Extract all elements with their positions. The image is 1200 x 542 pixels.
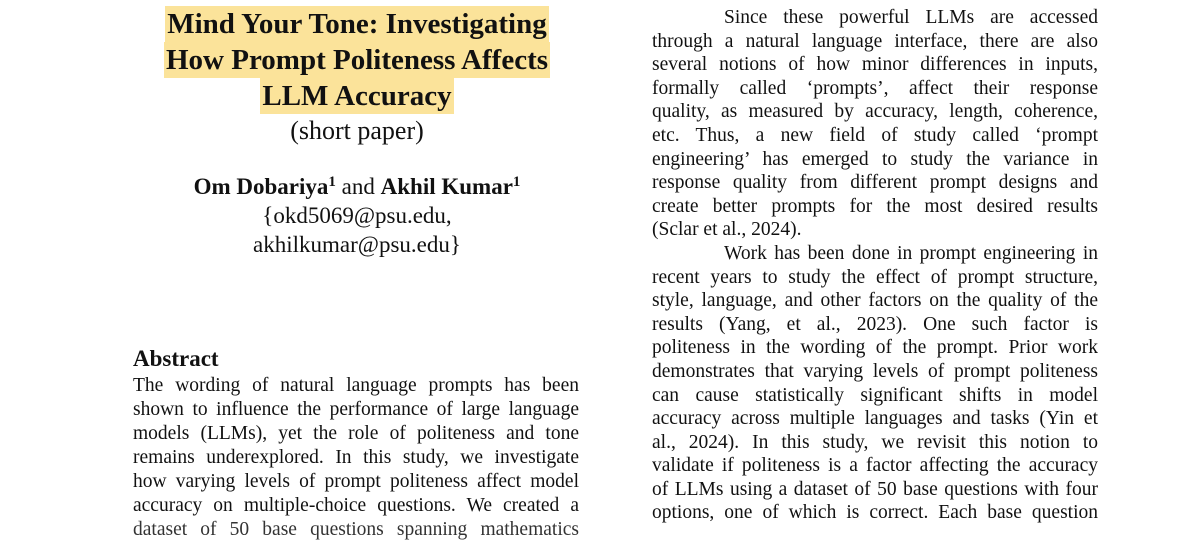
abstract-line: The wording of natural language prompts has been bbox=[133, 375, 579, 396]
title-line-2: How Prompt Politeness Affects bbox=[165, 44, 549, 76]
author-conjunction: and bbox=[341, 174, 375, 199]
left-column bbox=[133, 0, 581, 540]
abstract-heading: Abstract bbox=[133, 346, 219, 371]
paragraph-2-line: al., 2024). In this study, we revisit this notion to bbox=[652, 431, 1098, 453]
email-line-2: akhilkumar@psu.edu} bbox=[253, 232, 461, 257]
paragraph-2-line: results (Yang, et al., 2023). One such factor is bbox=[652, 313, 1098, 335]
abstract-line: remains underexplored. In this study, we investigate bbox=[133, 447, 579, 468]
author-line bbox=[133, 172, 581, 201]
author-2-name: Akhil Kumar bbox=[380, 174, 513, 199]
paragraph-1-line: etc. Thus, a new field of study called ‘prompt bbox=[652, 124, 1098, 146]
author-2-affiliation: 1 bbox=[512, 174, 521, 190]
paragraph-1-line: formally called ‘prompts’, affect their response bbox=[652, 77, 1098, 99]
paragraph-1-line: response quality from different prompt designs and bbox=[652, 172, 1098, 194]
title-line-1: Mind Your Tone: Investigating bbox=[167, 8, 547, 40]
paragraph-2-line: options, one of which is correct. Each base question bbox=[652, 502, 1098, 524]
paragraph-2-line: recent years to study the effect of prompt structure, bbox=[652, 266, 1098, 288]
paragraph-1-line: quality, as measured by accuracy, length, coherence, bbox=[652, 101, 1098, 123]
title-line-3: LLM Accuracy bbox=[262, 80, 452, 112]
abstract-line: shown to influence the performance of large language bbox=[133, 399, 579, 420]
author-1-name: Om Dobariya bbox=[193, 174, 329, 199]
abstract-line: accuracy on multiple-choice questions. We created a bbox=[133, 495, 579, 516]
paragraph-1-line: create better prompts for the most desired results bbox=[652, 195, 1098, 217]
paragraph-2-line: can cause statistically significant shifts in model bbox=[652, 384, 1098, 406]
paragraph-2-line: politeness in the wording of the prompt. Prior work bbox=[652, 337, 1098, 359]
paragraph-2-line: demonstrates that varying levels of prompt politeness bbox=[652, 360, 1098, 382]
paragraph-2-line: Work has been done in prompt engineering in bbox=[724, 242, 1098, 264]
author-1-affiliation: 1 bbox=[328, 174, 336, 190]
email-line-1: {okd5069@psu.edu, bbox=[262, 203, 452, 228]
paragraph-1-line: through a natural language interface, there are also bbox=[652, 30, 1098, 52]
paragraph-2-line: accuracy across multiple languages and tasks (Yin et bbox=[652, 408, 1098, 430]
intro-text bbox=[652, 6, 1098, 525]
paragraph-1-line: Since these powerful LLMs are accessed bbox=[724, 7, 1098, 28]
abstract-line: how varying levels of prompt politeness affect model bbox=[133, 471, 579, 492]
abstract-line: models (LLMs), yet the role of politeness and tone bbox=[133, 423, 579, 444]
paragraph-2-line: style, language, and other factors on the quality of the bbox=[652, 290, 1098, 312]
abstract-body bbox=[133, 374, 579, 542]
paragraph-1-line: engineering’ has emerged to study the variance in bbox=[652, 148, 1098, 170]
paragraph-2-line: of LLMs using a dataset of 50 base questions with four bbox=[652, 478, 1098, 500]
paper-subtitle: (short paper) bbox=[290, 116, 424, 145]
paragraph-1-line: (Sclar et al., 2024). bbox=[652, 219, 802, 241]
paragraph-2-line: validate if politeness is a factor affecting the accuracy bbox=[652, 455, 1098, 477]
paragraph-1-line: several notions of how minor differences in inputs, bbox=[652, 54, 1098, 76]
abstract-line: dataset of 50 base questions spanning mathematics bbox=[133, 519, 579, 540]
title-block bbox=[133, 0, 581, 259]
